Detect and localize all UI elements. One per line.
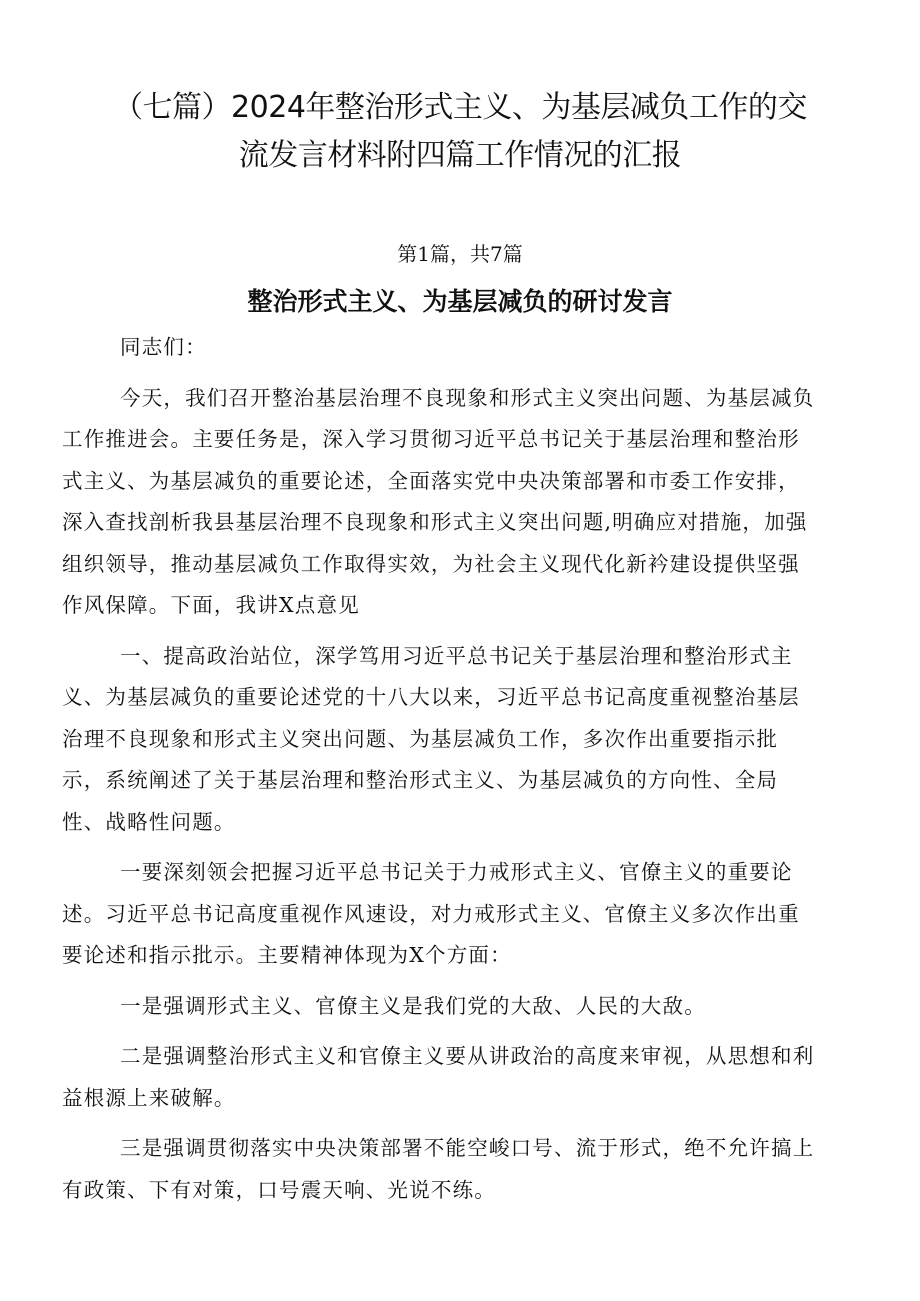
document-title-line-1: （七篇）2024年整治形式主义、为基层减负工作的交 bbox=[113, 90, 807, 125]
text-line: 治理不良现象和形式主义突出问题、为基层减负工作，多次作出重要指示批 bbox=[62, 726, 779, 751]
text-line: 一、提高政治站位，深学笃用习近平总书记关于基层治理和整治形式主 bbox=[120, 643, 793, 668]
document-body bbox=[62, 327, 862, 1220]
text-line: 三是强调贯彻落实中央决策部署不能空峻口号、流于形式，绝不允许搞上 bbox=[120, 1136, 815, 1160]
text-line: 组织领导，推动基层减负工作取得实效，为社会主义现代化新衿建设提供坚强 bbox=[62, 551, 800, 576]
text-line: 作风保障。下面，我讲X点意见 bbox=[62, 593, 360, 617]
paragraph-intro bbox=[62, 378, 862, 627]
text-line: 益根源上来破解。 bbox=[62, 1085, 236, 1110]
text-line: 工作推进会。主要任务是，深入学习贯彻习近平总书记关于基层治理和整治形 bbox=[62, 427, 800, 451]
document-title bbox=[70, 84, 850, 180]
part-label: 第1篇，共7篇 bbox=[397, 242, 523, 266]
text-line: 式主义、为基层减负的重要论述，全面落实党中央决策部署和市委工作安排， bbox=[62, 468, 800, 493]
text-line: 性、战略性问题。 bbox=[62, 809, 236, 834]
text-line: 深入查找剖析我县基层治理不良现象和形式主义突出问题,明确应对措施，加强 bbox=[62, 510, 808, 534]
text-line: 义、为基层减负的重要论述党的十八大以来，习近平总书记高度重视整治基层 bbox=[62, 685, 800, 709]
paragraph-section-one bbox=[62, 636, 862, 844]
document-title-line-2: 流发言材料附四篇工作情况的汇报 bbox=[238, 138, 682, 173]
paragraph-salutation bbox=[62, 327, 862, 369]
text-line: 示，系统阐述了关于基层治理和整治形式主义、为基层减负的方向性、全局 bbox=[62, 768, 779, 792]
text-line: 述。习近平总书记高度重视作风速设，对力戒形式主义、官僚主义多次作出重 bbox=[62, 901, 800, 926]
text-line: 有政策、下有对策，口号震天响、光说不练。 bbox=[62, 1177, 496, 1202]
text-line: 要论述和指示批示。主要精神体现为X个方面： bbox=[62, 943, 512, 967]
paragraph-item-one bbox=[62, 986, 862, 1028]
paragraph-item-two bbox=[62, 1036, 862, 1119]
text-line: 今天，我们召开整治基层治理不良现象和形式主义突出问题、为基层减负 bbox=[120, 385, 815, 410]
text-line: 同志们： bbox=[120, 335, 207, 359]
section-title: 整治形式主义、为基层减负的研讨发言 bbox=[247, 287, 673, 316]
text-line: 一是强调形式主义、官僚主义是我们党的大敌、人民的大敌。 bbox=[120, 993, 706, 1018]
text-line: 二是强调整治形式主义和官僚主义要从讲政治的高度来审视，从思想和利 bbox=[120, 1044, 815, 1068]
paragraph-item-three bbox=[62, 1128, 862, 1211]
paragraph-point-one bbox=[62, 852, 862, 977]
text-line: 一要深刻领会把握习近平总书记关于力戒形式主义、官僚主义的重要论 bbox=[120, 860, 793, 884]
